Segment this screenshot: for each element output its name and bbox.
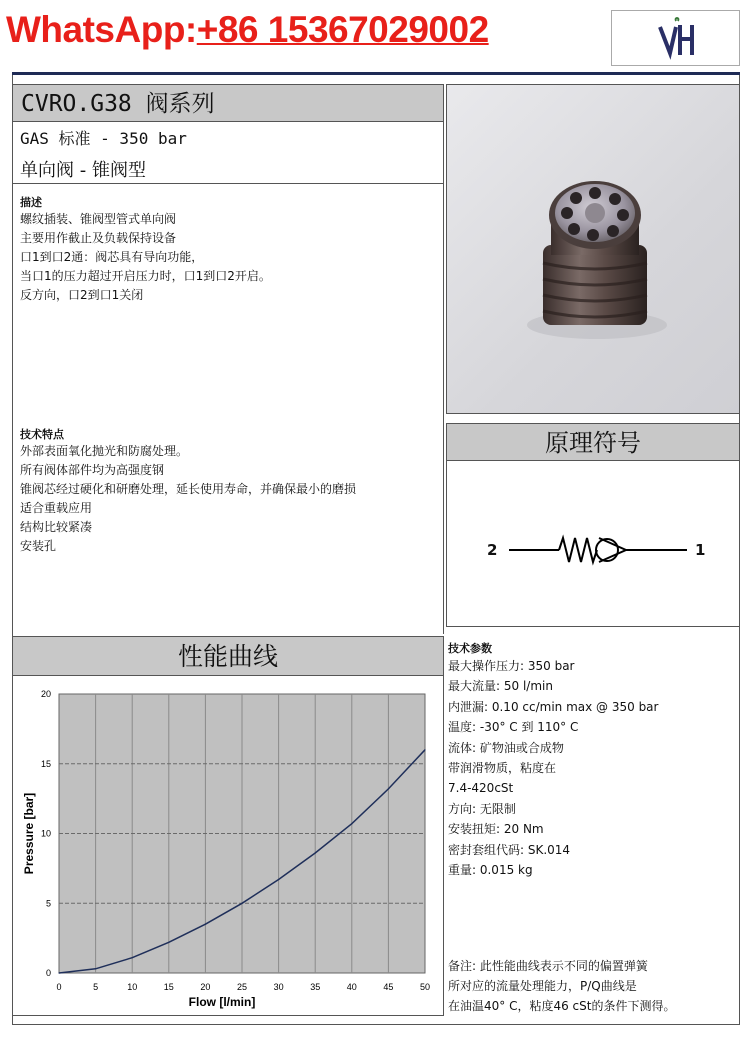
description-line: 口1到口2通：阀芯具有导向功能，	[20, 250, 204, 264]
data-point	[388, 788, 389, 789]
product-subtitle-standard: GAS 标准 - 350 bar	[20, 129, 187, 148]
description-line: 当口1的压力超过开启压力时，口1到口2开启。	[20, 269, 271, 283]
spec-line: 带润滑物质，粘度在	[448, 761, 557, 776]
hydraulic-symbol-box	[446, 461, 740, 627]
data-point	[424, 749, 425, 750]
features-heading: 技术特点	[20, 428, 64, 441]
spec-line: 安装扭矩: 20 Nm	[448, 822, 544, 837]
data-point	[241, 903, 242, 904]
features-line: 外部表面氧化抛光和防腐处理。	[20, 444, 189, 458]
port-2-label: 2	[487, 541, 498, 559]
y-axis-label: Pressure [bar]	[22, 792, 36, 875]
description-line: 主要用作截止及负载保持设备	[20, 231, 177, 245]
x-tick-label: 35	[310, 982, 321, 992]
x-tick-label: 45	[383, 982, 394, 992]
spec-line: 最大操作压力: 350 bar	[448, 659, 575, 673]
footer-divider	[12, 1024, 740, 1025]
x-tick-label: 30	[273, 982, 284, 992]
performance-chart-box	[12, 676, 444, 1016]
description-section	[20, 194, 271, 305]
company-logo	[611, 10, 740, 66]
whatsapp-number[interactable]: +86 15367029002	[196, 9, 489, 50]
features-line: 安装孔	[20, 539, 57, 553]
y-tick-label: 10	[40, 828, 51, 839]
x-tick-label: 10	[127, 982, 138, 992]
spec-line: 内泄漏: 0.10 cc/min max @ 350 bar	[448, 699, 659, 714]
data-point	[58, 972, 59, 973]
data-point	[132, 957, 133, 958]
spec-line: 7.4-420cSt	[448, 781, 514, 796]
data-point	[168, 942, 169, 943]
port-1-label: 1	[695, 541, 706, 559]
spec-line: 流体: 矿物油或合成物	[448, 740, 564, 755]
features-line: 适合重载应用	[20, 501, 93, 515]
product-subtitle-type: 单向阀 - 锥阀型	[20, 160, 146, 181]
logo-text: VH	[612, 11, 614, 12]
x-tick-label: 0	[56, 982, 62, 992]
description-heading: 描述	[20, 196, 42, 209]
spec-line: 最大流量: 50 l/min	[448, 679, 553, 694]
data-point	[205, 924, 206, 925]
performance-chart	[13, 676, 443, 1014]
features-line: 锥阀芯经过硬化和研磨处理，延长使用寿命，并确保最小的磨损	[20, 482, 357, 496]
x-axis-label: Flow [l/min]	[188, 995, 256, 1009]
x-tick-label: 5	[93, 982, 99, 992]
x-tick-label: 15	[163, 982, 174, 992]
product-title: CVRO.G38 阀系列	[12, 84, 444, 122]
note-line: 备注: 此性能曲线表示不同的偏置弹簧	[448, 959, 648, 974]
symbol-title: 原理符号	[446, 423, 740, 461]
spec-line: 温度: -30° C 到 110° C	[448, 720, 579, 735]
performance-title: 性能曲线	[12, 636, 444, 676]
x-tick-label: 40	[346, 982, 357, 992]
specs-list	[448, 656, 740, 880]
y-tick-label: 15	[40, 758, 51, 769]
specs-note	[448, 956, 740, 1016]
y-tick-label: 0	[45, 968, 51, 978]
y-tick-label: 5	[45, 898, 51, 909]
note-line: 在油温40° C，粘度46 cSt的条件下测得。	[448, 999, 676, 1014]
specs-section	[448, 640, 740, 1016]
description-line: 螺纹插装、锥阀型管式单向阀	[20, 212, 177, 226]
y-tick-label: 20	[40, 689, 51, 699]
data-point	[315, 852, 316, 853]
spec-line: 重量: 0.015 kg	[448, 863, 533, 878]
data-point	[278, 879, 279, 880]
x-tick-label: 50	[419, 982, 431, 992]
note-line: 所对应的流量处理能力，P/Q曲线是	[448, 979, 637, 994]
whatsapp-contact	[6, 6, 489, 54]
x-tick-label: 25	[236, 982, 248, 992]
whatsapp-label: WhatsApp:	[6, 9, 197, 50]
spec-line: 密封套组代码: SK.014	[448, 842, 571, 857]
features-line: 结构比较紧凑	[20, 520, 93, 534]
description-line: 反方向，口2到口1关闭	[20, 288, 144, 302]
data-point	[95, 968, 96, 969]
spec-line: 方向: 无限制	[448, 801, 516, 816]
specs-heading: 技术参数	[448, 642, 492, 655]
features-section	[20, 426, 356, 556]
features-line: 所有阀体部件均为高强度钢	[20, 463, 165, 477]
x-tick-label: 20	[200, 982, 211, 992]
product-photo	[446, 84, 740, 414]
data-point	[351, 823, 352, 824]
